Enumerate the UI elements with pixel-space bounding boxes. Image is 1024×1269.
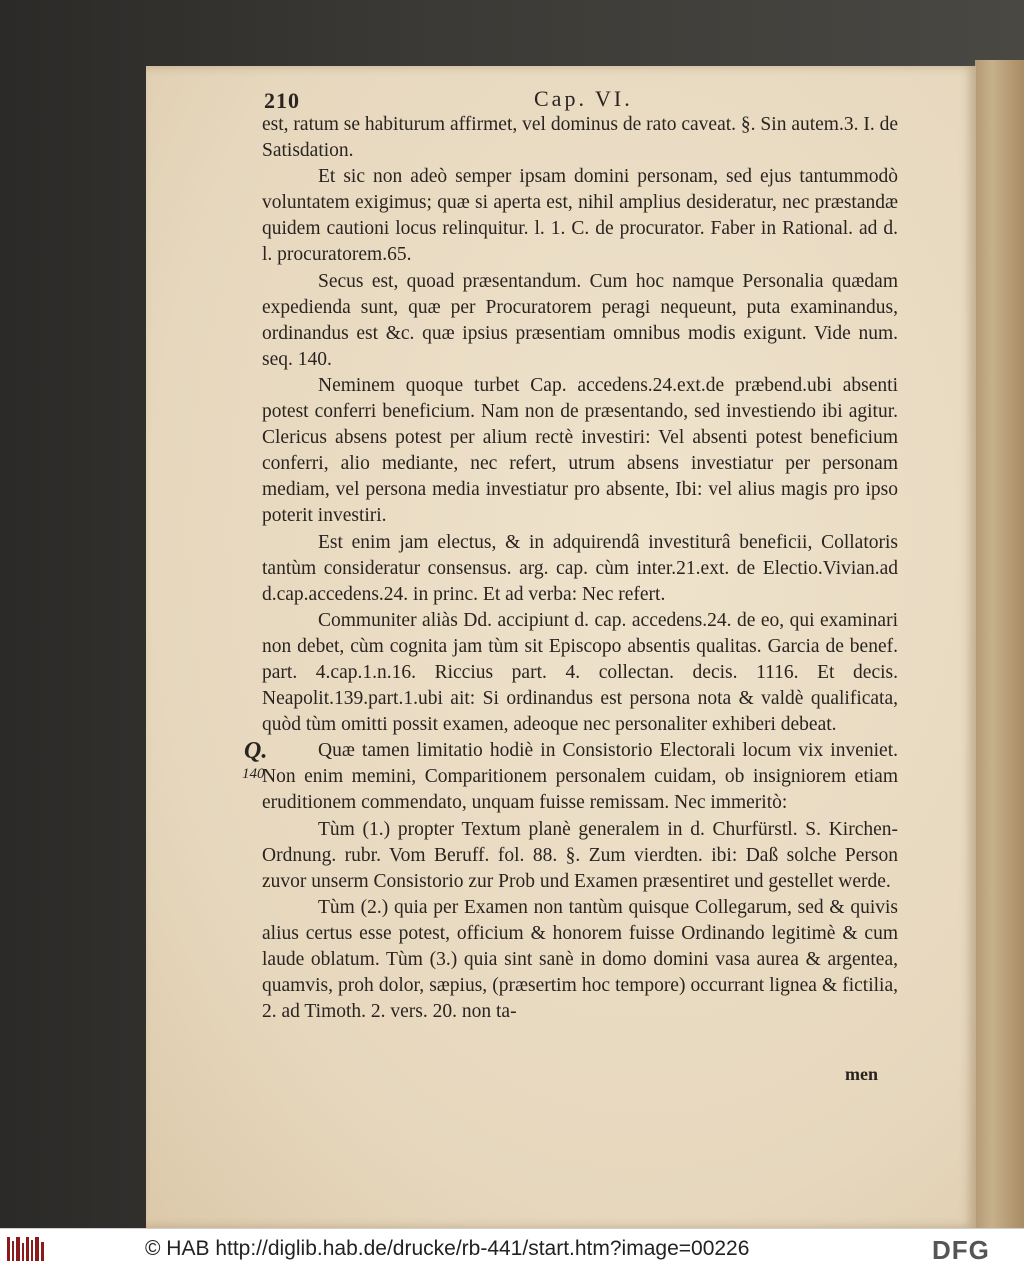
paragraph: Est enim jam electus, & in adquirendâ investiturâ beneficii, Collatoris tantùm consideratur consensus. arg. cap. cùm inter.21.ext. de Electio.Vivian.ad d.cap.accedens.24. in princ. Et ad verba: Nec refert. (262, 531, 898, 605)
paragraph: est, ratum se habiturum affirmet, vel dominus de rato caveat. §. Sin autem.3. I. de Satisdation. (262, 114, 898, 162)
paragraph: Tùm (2.) quia per Examen non tantùm quisque Collegarum, sed & quivis alius certus esse potest, officium & honorem fuisse Ordinando legitimè & cum laude oblatum. Tùm (3.) quia sint sanè in domo domini vasa aurea & argentea, quamvis, proh dolor, sæpius, (præsertim hoc tempore) occurrant lignea & fictilia, 2. ad Timoth. 2. vers. 20. non ta- (262, 896, 898, 1023)
marginal-q-mark: Q. (244, 738, 268, 764)
dfg-logo: DFG (932, 1235, 990, 1265)
facing-page-edge (975, 60, 1024, 1228)
paragraph: Quæ tamen limitatio hodiè in Consistorio Electorali locum vix inveniet. Non enim memini, Comparitionem personalem cuidam, ob insigniorem etiam eruditionem commendato, unquam fuisse remissam. Nec immeritò: (262, 740, 898, 814)
marginal-number: 140 (242, 766, 265, 782)
page-number: 210 (264, 88, 300, 113)
running-head-chapter: Cap. VI. (534, 86, 633, 111)
paragraph: Neminem quoque turbet Cap. accedens.24.ext.de præbend.ubi absenti potest conferri beneficium. Nam non de præsentando, sed investiendo ibi agitur. Clericus absens potest per alium rectè investiri: Vel absenti potest beneficium conferri, alio mediante, nec refert, utrum absens investiatur per personam mediam, vel persona media investiatur pro absente, Ibi: vel alius magis pro ipso poterit investiri. (262, 374, 898, 527)
page-body-text (262, 112, 898, 1025)
source-link[interactable]: © HAB http://diglib.hab.de/drucke/rb-441/start.htm?image=00226 (145, 1237, 750, 1260)
viewer-footer (0, 1228, 1024, 1269)
library-barcode-logo (6, 1235, 46, 1263)
catchword: men (845, 1064, 878, 1084)
paragraph: Et sic non adeò semper ipsam domini personam, sed ejus tantummodò voluntatem exigimus; quæ si aperta est, nihil amplius desideratur, nec præstandæ quidem cautioni locus relinquitur. l. 1. C. de procurator. Faber in Rational. ad d. l. procuratorem.65. (262, 166, 898, 266)
paragraph: Tùm (1.) propter Textum planè generalem in d. Churfürstl. S. Kirchen-Ordnung. rubr. Vom Beruff. fol. 88. §. Zum vierdten. ibi: Daß solche Person zuvor unserm Consistorio zur Prob und Examen præsentiret und gestellet werde. (262, 818, 898, 892)
paragraph: Secus est, quoad præsentandum. Cum hoc namque Personalia quædam expedienda sunt, quæ per Procuratorem peragi nequeunt, puta examinandus, ordinandus est &c. quæ ipsius præsentiam omnibus modis exigunt. Vide num. seq. 140. (262, 270, 898, 370)
paragraph: Communiter aliàs Dd. accipiunt d. cap. accedens.24. de eo, qui examinari non debet, cùm cognita jam tùm sit Episcopo absentis qualitas. Garcia de benef. part. 4.cap.1.n.16. Riccius part. 4. collectan. decis. 1116. Et decis. Neapolit.139.part.1.ubi ait: Si ordinandus est persona nota & valdè qualificata, quòd tùm omitti possit examen, adeoque nec personaliter exhiberi debeat. (262, 609, 898, 736)
